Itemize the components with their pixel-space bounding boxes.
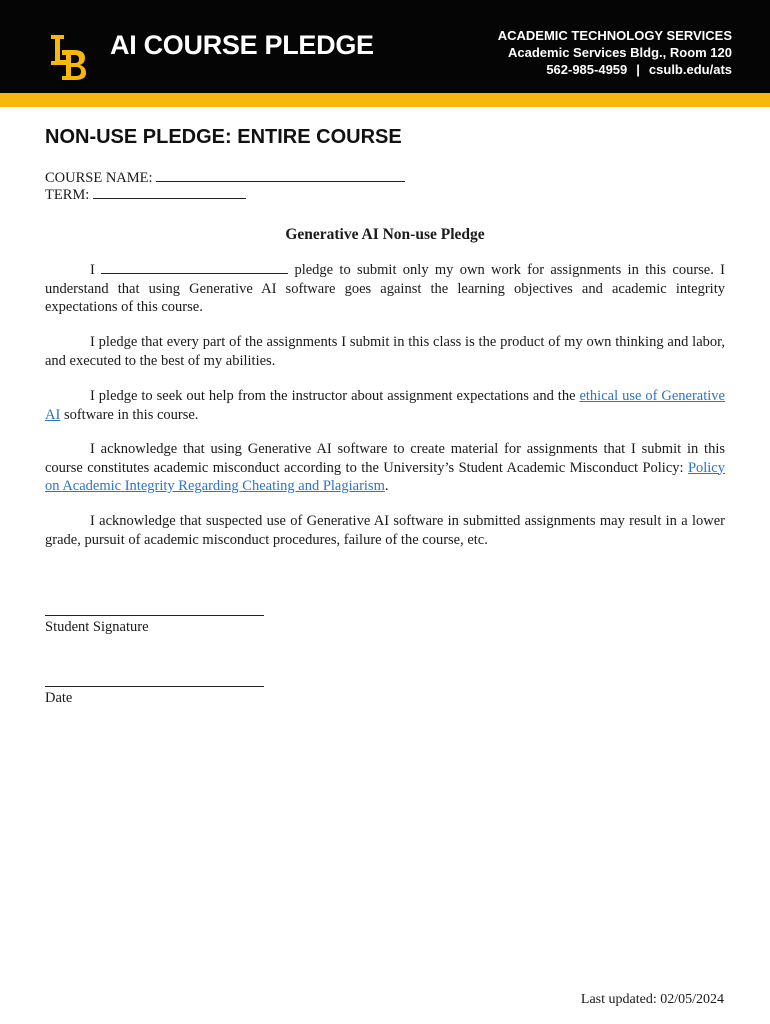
course-name-field[interactable]: [45, 169, 405, 187]
last-updated: Last updated: 02/05/2024: [580, 992, 724, 1007]
office-address: Academic Services Bldg., Room 120: [508, 45, 732, 60]
website-text: csulb.edu/ats: [648, 62, 732, 77]
date-label: Date: [45, 690, 73, 706]
contact-line: [498, 61, 732, 78]
course-name-label: COURSE NAME:: [45, 170, 153, 186]
pledge-pronoun: I: [90, 262, 95, 278]
student-signature-label: Student Signature: [45, 619, 149, 635]
term-field[interactable]: [45, 186, 246, 204]
pledge-paragraph-1-text: pledge to submit only my own work for assignments in this course. I understand that using Generative AI software goes against the learning objectives and academic integrity expectations of this course.: [45, 262, 725, 315]
form-heading: NON-USE PLEDGE: ENTIRE COURSE: [45, 126, 402, 148]
pledge-paragraph-4: [45, 440, 725, 496]
department-name: ACADEMIC TECHNOLOGY SERVICES: [497, 28, 732, 43]
pledge-paragraph-3: [45, 387, 725, 424]
term-label: TERM:: [45, 187, 90, 203]
date-line[interactable]: [45, 686, 264, 687]
academic-integrity-policy-link[interactable]: Policy on Academic Integrity Regarding Cheating and Plagiarism: [45, 459, 725, 494]
pledge-paragraph-4-text: I acknowledge that using Generative AI software to create material for assignments that I submit in this course constitutes academic misconduct according to the University’s Student Academic Misconduct Policy:: [45, 441, 725, 476]
university-logo-icon: [48, 30, 88, 82]
gold-accent-band: [0, 93, 770, 107]
ethical-use-link[interactable]: ethical use of Generative AI: [45, 388, 725, 423]
pledge-paragraph-4-end: .: [384, 478, 389, 494]
pledge-paragraph-5: I acknowledge that suspected use of Generative AI software in submitted assignments may result in a lower grade, pursuit of academic misconduct procedures, failure of the course, etc.: [45, 513, 725, 548]
student-signature-line[interactable]: [45, 615, 264, 616]
pledge-paragraph-3-end: software in this course.: [60, 406, 199, 423]
term-blank[interactable]: [93, 186, 246, 199]
contact-separator: |: [636, 62, 640, 77]
pledge-paragraph-2: I pledge that every part of the assignments I submit in this class is the product of my own thinking and labor, and executed to the best of my abilities.: [45, 334, 725, 369]
contact-block: [498, 27, 732, 78]
pledge-paragraph-1: [45, 261, 725, 317]
course-name-blank[interactable]: [156, 169, 405, 182]
phone-number: 562-985-4959: [546, 62, 628, 77]
pledge-paragraph-3-text: I pledge to seek out help from the instructor about assignment expectations and the: [90, 388, 580, 404]
page-title: AI COURSE PLEDGE: [110, 30, 374, 60]
pledge-title: Generative AI Non-use Pledge: [285, 226, 485, 243]
student-name-blank[interactable]: [101, 261, 288, 274]
